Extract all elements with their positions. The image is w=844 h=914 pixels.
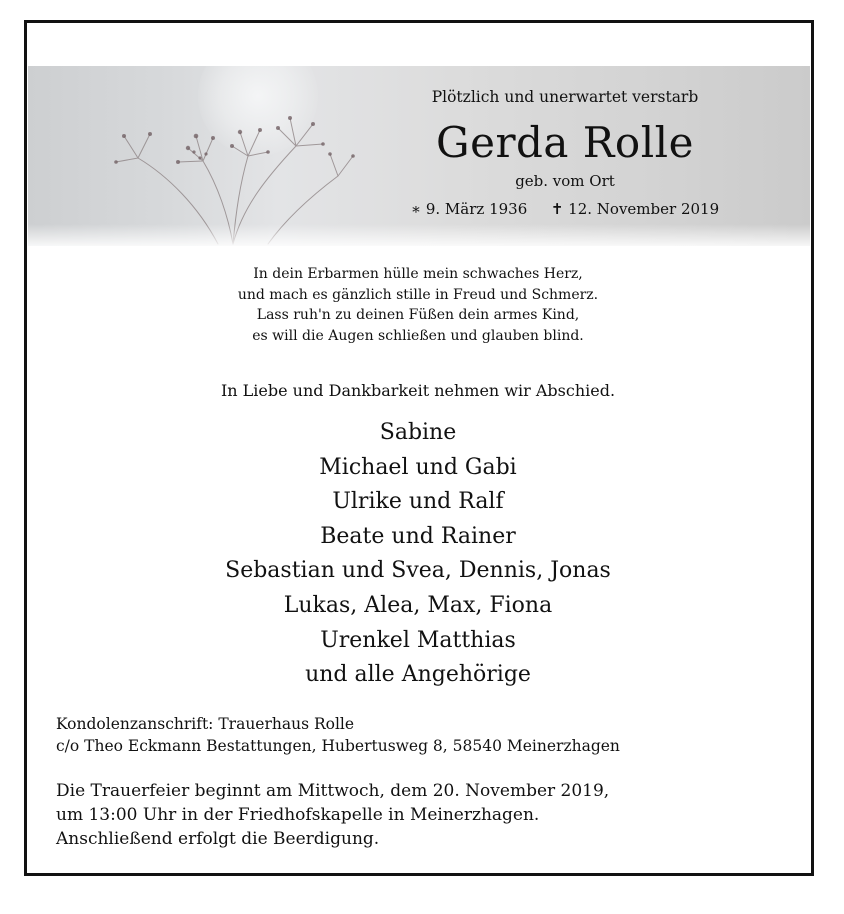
funeral-line: um 13:00 Uhr in der Friedhofskapelle in Meinerzhagen. bbox=[56, 805, 540, 825]
death-cross-icon: ✝ bbox=[550, 200, 564, 218]
birth-star-icon: ∗ bbox=[410, 200, 422, 218]
birth-date: 9. März 1936 bbox=[425, 200, 528, 218]
family-member: Sebastian und Svea, Dennis, Jonas bbox=[225, 558, 611, 584]
deceased-name: Gerda Rolle bbox=[436, 118, 694, 167]
life-dates bbox=[410, 200, 720, 218]
family-member: Lukas, Alea, Max, Fiona bbox=[283, 592, 553, 618]
family-member: und alle Angehörige bbox=[305, 662, 531, 688]
banner-bottom-fade bbox=[28, 224, 810, 246]
family-member: Sabine bbox=[379, 420, 457, 445]
family-list bbox=[60, 416, 776, 693]
family-member: Ulrike und Ralf bbox=[332, 489, 504, 515]
memorial-verse bbox=[60, 264, 776, 346]
funeral-line: Die Trauerfeier beginnt am Mittwoch, dem 20. November 2019, bbox=[56, 781, 610, 801]
death-date: 12. November 2019 bbox=[568, 200, 720, 218]
condolence-address bbox=[56, 713, 620, 757]
verse-line: Lass ruh'n zu deinen Füßen dein armes Kind, bbox=[256, 307, 580, 323]
maiden-name: geb. vom Ort bbox=[515, 172, 615, 190]
family-member: Beate und Rainer bbox=[320, 523, 516, 549]
verse-line: In dein Erbarmen hülle mein schwaches Herz, bbox=[253, 266, 583, 282]
condolence-line: c/o Theo Eckmann Bestattungen, Hubertusweg 8, 58540 Meinerzhagen bbox=[56, 737, 620, 755]
verse-line: und mach es gänzlich stille in Freud und Schmerz. bbox=[237, 286, 599, 303]
intro-line: Plötzlich und unerwartet verstarb bbox=[431, 88, 699, 106]
family-member: Urenkel Matthias bbox=[320, 627, 516, 653]
dried-flower-illustration bbox=[28, 66, 448, 246]
condolence-line: Kondolenzanschrift: Trauerhaus Rolle bbox=[56, 715, 355, 733]
funeral-info bbox=[56, 779, 609, 851]
verse-line: es will die Augen schließen und glauben blind. bbox=[252, 327, 584, 344]
farewell-line: In Liebe und Dankbarkeit nehmen wir Abschied. bbox=[220, 381, 616, 400]
funeral-line: Anschließend erfolgt die Beerdigung. bbox=[56, 829, 380, 849]
family-member: Michael und Gabi bbox=[319, 454, 517, 480]
